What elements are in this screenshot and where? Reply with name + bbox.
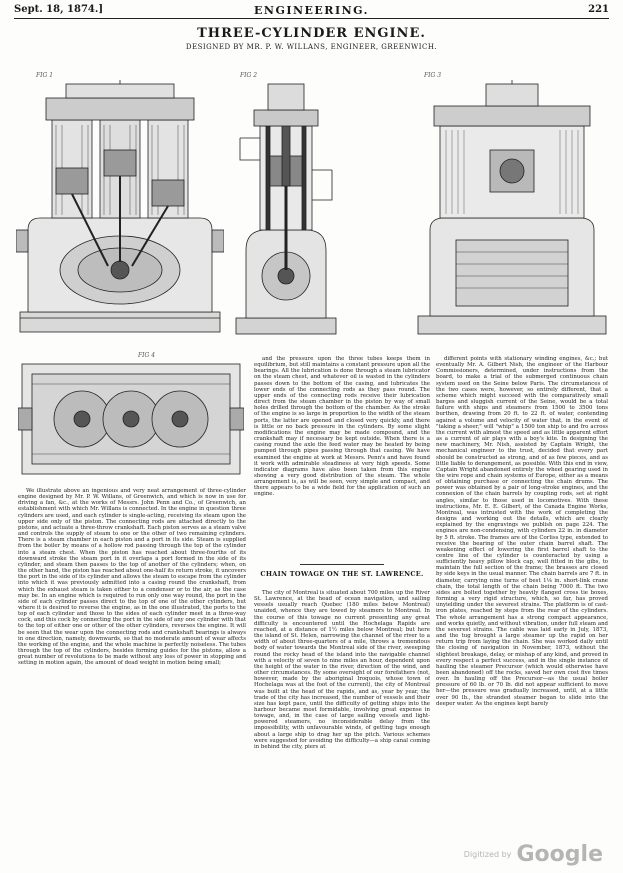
watermark-prefix: Digitized by: [463, 850, 512, 859]
article-subtitle: DESIGNED BY MR. P. W. WILLANS, ENGINEER, GREENWICH.: [185, 43, 438, 51]
page-header: [14, 4, 609, 19]
article-title: THREE-CYLINDER ENGINE.: [197, 26, 426, 41]
column-2-lower-text: [254, 590, 430, 838]
fig4-plan-view: [18, 360, 244, 478]
column-1-text: [18, 488, 246, 838]
fig2-label: FIG 2: [240, 72, 258, 79]
fig2-cylinder-section: [226, 80, 346, 338]
fig1-label: FIG 1: [36, 72, 54, 79]
watermark-brand: Google: [516, 842, 603, 867]
column-2-upper-text: [254, 356, 430, 556]
fig4-label: FIG 4: [138, 352, 156, 359]
engine-continuation-paragraph: and the pressure upon the three tubes keeps them in equilibrium, but still maintains a constant pressure upon all the bearings. All the lubrication is done through a steam lubricator on the steam chest, and whatever oil is wasted in the cylinders passes down to the bottom of the casing, and lubricates the lower ends of the connecting rods as they pass round. The upper ends of the connecting rods receive their lubrication direct from the steam chamber in the piston by way of small holes drilled through the bottom of the chamber. As the stroke of the engine is so large in proportion to the width of the steam ports, the latter are opened and closed very quickly, and there is little or no back pressure in the cylinders. By some slight modifications the engine may be made compound, and the crankshaft may if necessary be kept outside. When there is a casing round the axle the feed water may be heated by being pumped through pipes passing through that casing. We have examined the engine at work at Messrs. Penn's and have found it work with admirable steadiness at very high speeds. Some indicator diagrams have also been taken from this engine showing a very good distribution of the steam. The whole arrangement is, as will be seen, very simple and compact, and there appears to be a wide field for the application of such an engine.: [254, 356, 430, 498]
chain-towage-paragraph: The city of Montreal is situated about 700 miles up the River St. Lawrence, at the head of ocean navigation, and sailing vessels usually reach Quebec (180 miles below Montreal) unaided, whence they are towed by steamers to Montreal. In the course of this towage no current presenting any great difficulty is encountered until the Hochelaga Rapids are reached, at a distance of 1½ miles below Montreal; but here the island of St. Helen, narrowing the channel of the river to a width of about three-quarters of a mile, throws a tremendous body of water towards the Montreal side of the river, sweeping round the rocky head of the island into the navigable channel with a velocity of seven to nine miles an hour, dependent upon the height of the water in the river, direction of the wind, and other circumstances. By some oversight of our forefathers (not, however, made by the aboriginal Iroquois, whose town of Hochelaga was at the foot of the current), the city of Montreal was built at the head of the rapids, and as, year by year, the trade of the city has increased, the number of vessels and their size has kept pace, until the difficulty of getting ships into the harbour became most formidable, involving great expense in towage, and, in the case of large sailing vessels and light-powered steamers, no inconsiderable delay from the impossibility, with unfavourable winds, of getting tugs enough about a large ship to drag her up the pitch. Various schemes were suggested for avoiding the difficulty—a ship canal coming in behind the city, piers at: [254, 590, 430, 750]
intro-paragraph: We illustrate above an ingenious and very neat arrangement of three-cylinder engine designed by Mr. P. W. Willans, of Greenwich, and which is now in use for driving a fan, &c., at the works of Messrs. John Penn and Co., of Greenwich, an establishment with which Mr. Willans is connected. In the engine in question three cylinders are used, and each cylinder is single-acting, receiving its steam upon the upper side only of the piston. The connecting rods are attached directly to the pistons, and actuate a three-throw crankshaft. Each piston serves as a steam valve and controls the supply of steam to one or the other of two remaining cylinders. There is a steam chamber in each piston and a port in its side. Steam is supplied from the boiler by means of a hollow rod passing through the top of the cylinder into a steam chest. When the piston has reached about three-fourths of its downward stroke the steam port in it overlaps a port formed in the side of its cylinder, and steam then passes to the top of another of the cylinders; when, on the other hand, the piston has reached about one-half its return stroke, it uncovers the port in the side of its cylinder and allows the steam to escape from the cylinder into which it was previously admitted into a casing round the crankshaft, from which the exhaust steam is taken either to a condenser or to the air, as the case may be. In an engine which is required to run only one way round, the port in the side of each cylinder passes direct to the top of one of the other cylinders, but where it is desired to reverse the engine, as in the one illustrated, the ports to the top of each cylinder and those to the sides of each cylinder meet in a three-way cock, and this cock by connecting the port in the side of any one cylinder with that to the top of either one or other of the other cylinders, reverses the engine. It will be seen that the wear upon the connecting rods and crankshaft bearings is always in one direction, namely, downwards, so that no moderate amount of wear affects the working of the engine, and the whole machine is perfectly noiseless. The tubes through the top of the cylinders, besides forming guides for the pistons, allow a great number of revolutions to be made without any loss of power in stopping and setting in motion again, the amount of dead weight in motion being small;: [18, 488, 246, 667]
header-journal: ENGINEERING.: [254, 4, 369, 17]
fig1-engine-section: [16, 80, 224, 338]
section-divider: [300, 564, 384, 565]
fig3-label: FIG 3: [424, 72, 442, 79]
fig3-end-elevation: [416, 80, 608, 338]
section-heading: CHAIN TOWAGE ON THE ST. LAWRENCE.: [260, 570, 424, 578]
header-page-number: 221: [588, 4, 609, 15]
column-3-text: [436, 356, 608, 838]
google-watermark: [464, 842, 603, 867]
header-date: Sept. 18, 1874.]: [14, 4, 104, 15]
chain-towage-continuation-paragraph: different points with stationary winding engines, &c.; but eventually Mr. A. Gilbert Nish, the engineer of the Harbour Commissioners, determined, under instructions from the board, to make a trial of the submerged continuous chain system used on the Seine below Paris. The circumstances of the two cases were, however, so entirely different, that a scheme which might succeed with the comparatively small barges and sluggish current of the Seine, would be a total failure with ships and steamers from 1500 to 3500 tons burthen, drawing from 20 ft. to 22 ft. of water, contending against a volume and velocity of water that, in the event of "taking a sheer," will "whip" a 1500 ton ship to and fro across the current with almost the speed and as little apparent effort as a current of air plays with a boy's kite. In designing the new machinery, Mr. Nish, assisted by Captain Wright, the mechanical engineer to the trust, decided that every part should be constructed as strong, and of as few pieces, and as little liable to derangement, as possible. With this end in view, Captain Wright abandoned entirely the wheel gearing used in the wire rope and chain systems of Europe, either as a means of obtaining purchase or connecting the chain drums. The power was obtained by a pair of long-stroke engines, and the connexion of the chain barrels by coupling rods, set at right angles, similar to those used in locomotives. With these instructions, Mr. E. E. Gilbert, of the Canada Engine Works, Montreal, was intrusted with the work of completing the designs and working out the details, which are clearly explained by the engravings we publish on page 224. The engines are non-condensing, with cylinders 22 in. in diameter by 5 ft. stroke. The frames are of the Corliss type, extended to receive the bearing of the outer chain barrel shaft. The weakening effect of lowering the first barrel shaft to the centre line of the cylinder is counteracted by using a sufficiently heavy pillow block cap, well fitted in the gibs, to maintain the full section of the frame; the brasses are closed by side keys in the usual manner. The chain barrels are 7 ft. in diameter, carrying nine turns of best 1⅛ in. short-link crane chain, the total length of the chain being 7000 ft. The two sides are bolted together by heavily flanged cross tie boxes, forming a very rigid structure, which, so far, has proved unyielding under the severest strains. The platform is of cast-iron plates, reached by steps from the rear of the cylinders. The whole arrangement has a strong compact appearance, and works quietly, and without vibration, under full steam and the severest strains. The cable was laid early in July, 1873, and the tug brought a large steamer up the rapid on her return trip from laying the chain. She was worked daily until the closing of navigation in November, 1873, without the slightest breakage, delay, or mishap of any kind, and proved in every respect a perfect success, and in the single instance of hauling the steamer Precursor (which would otherwise have been abandoned) off the rocks, saved her own cost five times over. In hauling off the Precursor—as the usual boiler pressure of 60 lb. or 70 lb. did not appear sufficient to move her—the pressure was gradually increased, until, at a little over 90 lb., the stranded steamer began to slide into the deeper water. As the engines kept barely: [436, 356, 608, 707]
